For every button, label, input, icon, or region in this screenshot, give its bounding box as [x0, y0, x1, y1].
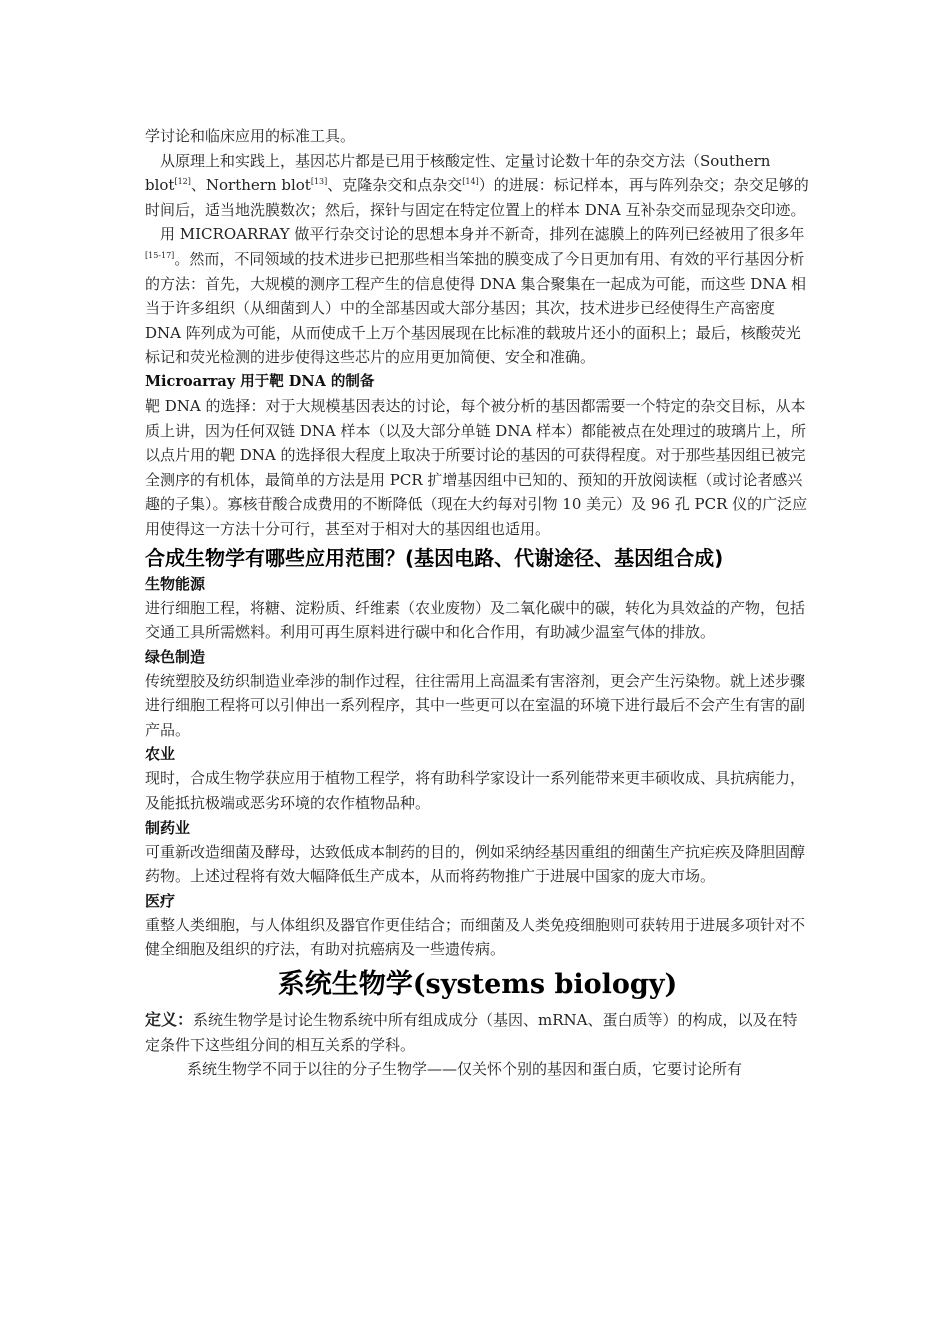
section-heading-microarray: Microarray 用于靶 DNA 的制备	[145, 372, 375, 390]
paragraph-bioenergy: 进行细胞工程，将糖、淀粉质、纤维素（农业废物）及二氧化碳中的碳，转化为具效益的产物，包括交通工具所需燃料。利用可再生原料进行碳中和化合作用，有助减少温室气体的排放。	[145, 598, 806, 642]
citation: [15-17]	[145, 250, 175, 260]
citation: [14]	[462, 177, 479, 187]
text-run: ）的进展：标记样本，再与阵列杂交；杂交足够的时间后，适当地洗膜数次；然后，探针与固定在特定位置上的样本 DNA 互补杂交而显现杂交印迹。	[145, 176, 809, 219]
paragraph-systems-biology: 系统生物学不同于以往的分子生物学——仅关怀个别的基因和蛋白质，它要讨论所有	[187, 1060, 743, 1079]
text-run: 。然而，不同领域的技术进步已把那些相当笨拙的膜变成了今日更加有用、有效的平行基因分析的方法：首先，大规模的测序工程产生的信息使得 DNA 集合聚集在一起成为可能，而这些 DNA 相当于许多组织（从细菌到人）中的全部基因或大部分基因；其次，技术进步已经使得生产高密度 DNA 阵列成为可能，从而使成千上万个基因展现在比标准的载玻片还小的面积上；最后，核酸荧光标记和荧光检测的进步使得这些芯片的应用更加简便、安全和准确。	[145, 249, 807, 367]
text-run: 、克隆杂交和点杂交	[327, 176, 463, 195]
intro-line: 学讨论和临床应用的标准工具。	[145, 127, 356, 145]
subheading-pharma: 制药业	[145, 818, 191, 837]
paragraph-target-dna: 靶 DNA 的选择：对于大规模基因表达的讨论，每个被分析的基因都需要一个特定的杂交目标，从本质上讲，因为任何双链 DNA 样本（以及大部分单链 DNA 样本）都能被点在处理过的玻璃片上，所以点片用的靶 DNA 的选择很大程度上取决于所要讨论的基因的可获得程度。对于那些基因组已被完全测序的有机体，最简单的方法是用 PCR 扩增基因组中已知的、预知的开放阅读框（或讨论者感兴趣的子集）。寡核苷酸合成费用的不断降低（现在大约每对引物 10 美元）及 96 孔 PCR 仪的广泛应用使得这一方法十分可行，甚至对于相对大的基因组也适用。	[145, 396, 808, 538]
paragraph-pharma: 可重新改造细菌及酵母，达致低成本制药的目的，例如采纳经基因重组的细菌生产抗疟疾及降胆固醇药物。上述过程将有效大幅降低生产成本，从而将药物推广于进展中国家的庞大市场。	[145, 842, 806, 886]
subheading-bioenergy: 生物能源	[145, 574, 206, 593]
citation: [12]	[174, 177, 191, 187]
citation: [13]	[310, 177, 328, 187]
paragraph-green-manufacturing: 传统塑胶及纺织制造业牵涉的制作过程，往往需用上高温柔有害溶剂，更会产生污染物。就上述步骤进行细胞工程将可以引伸出一系列程序，其中一些更可以在室温的环境下进行最后不会产生有害的副产品。	[145, 671, 806, 739]
subheading-agriculture: 农业	[145, 745, 176, 764]
definition-text: 系统生物学是讨论生物系统中所有组成成分（基因、mRNA、蛋白质等）的构成，以及在特定条件下这些组分间的相互关系的学科。	[145, 1011, 798, 1054]
paragraph-medical: 重整人类细胞，与人体组织及器官作更佳结合；而细菌及人类免疫细胞则可获转用于进展多项针对不健全细胞及组织的疗法，有助对抗癌病及一些遗传病。	[145, 915, 806, 959]
heading-synthetic-biology: 合成生物学有哪些应用范围？(基因电路、代谢途径、基因组合成)	[145, 545, 724, 570]
document-page	[145, 124, 810, 1082]
subheading-green-manufacturing: 绿色制造	[145, 647, 206, 666]
paragraph-hybridization	[145, 149, 810, 223]
text-run: 、Northern blot	[190, 176, 311, 195]
text-run: 从原理上和实践上，基因芯片都是已用于核酸定性、定量讨论数十年的杂交方法（Southern blot	[145, 151, 771, 195]
paragraph-definition	[145, 1008, 810, 1057]
definition-label: 定义：	[145, 1010, 194, 1030]
text-run: 用 MICROARRAY 做平行杂交讨论的思想本身并不新奇，排列在滤膜上的阵列已经被用了很多年	[160, 225, 805, 244]
heading-systems-biology: 系统生物学(systems biology)	[277, 969, 678, 1001]
subheading-medical: 医疗	[145, 891, 176, 910]
paragraph-agriculture: 现时，合成生物学获应用于植物工程学，将有助科学家设计一系列能带来更丰硕收成、具抗病能力，及能抵抗极端或恶劣环境的农作植物品种。	[145, 769, 806, 813]
paragraph-microarray-idea	[145, 222, 810, 370]
